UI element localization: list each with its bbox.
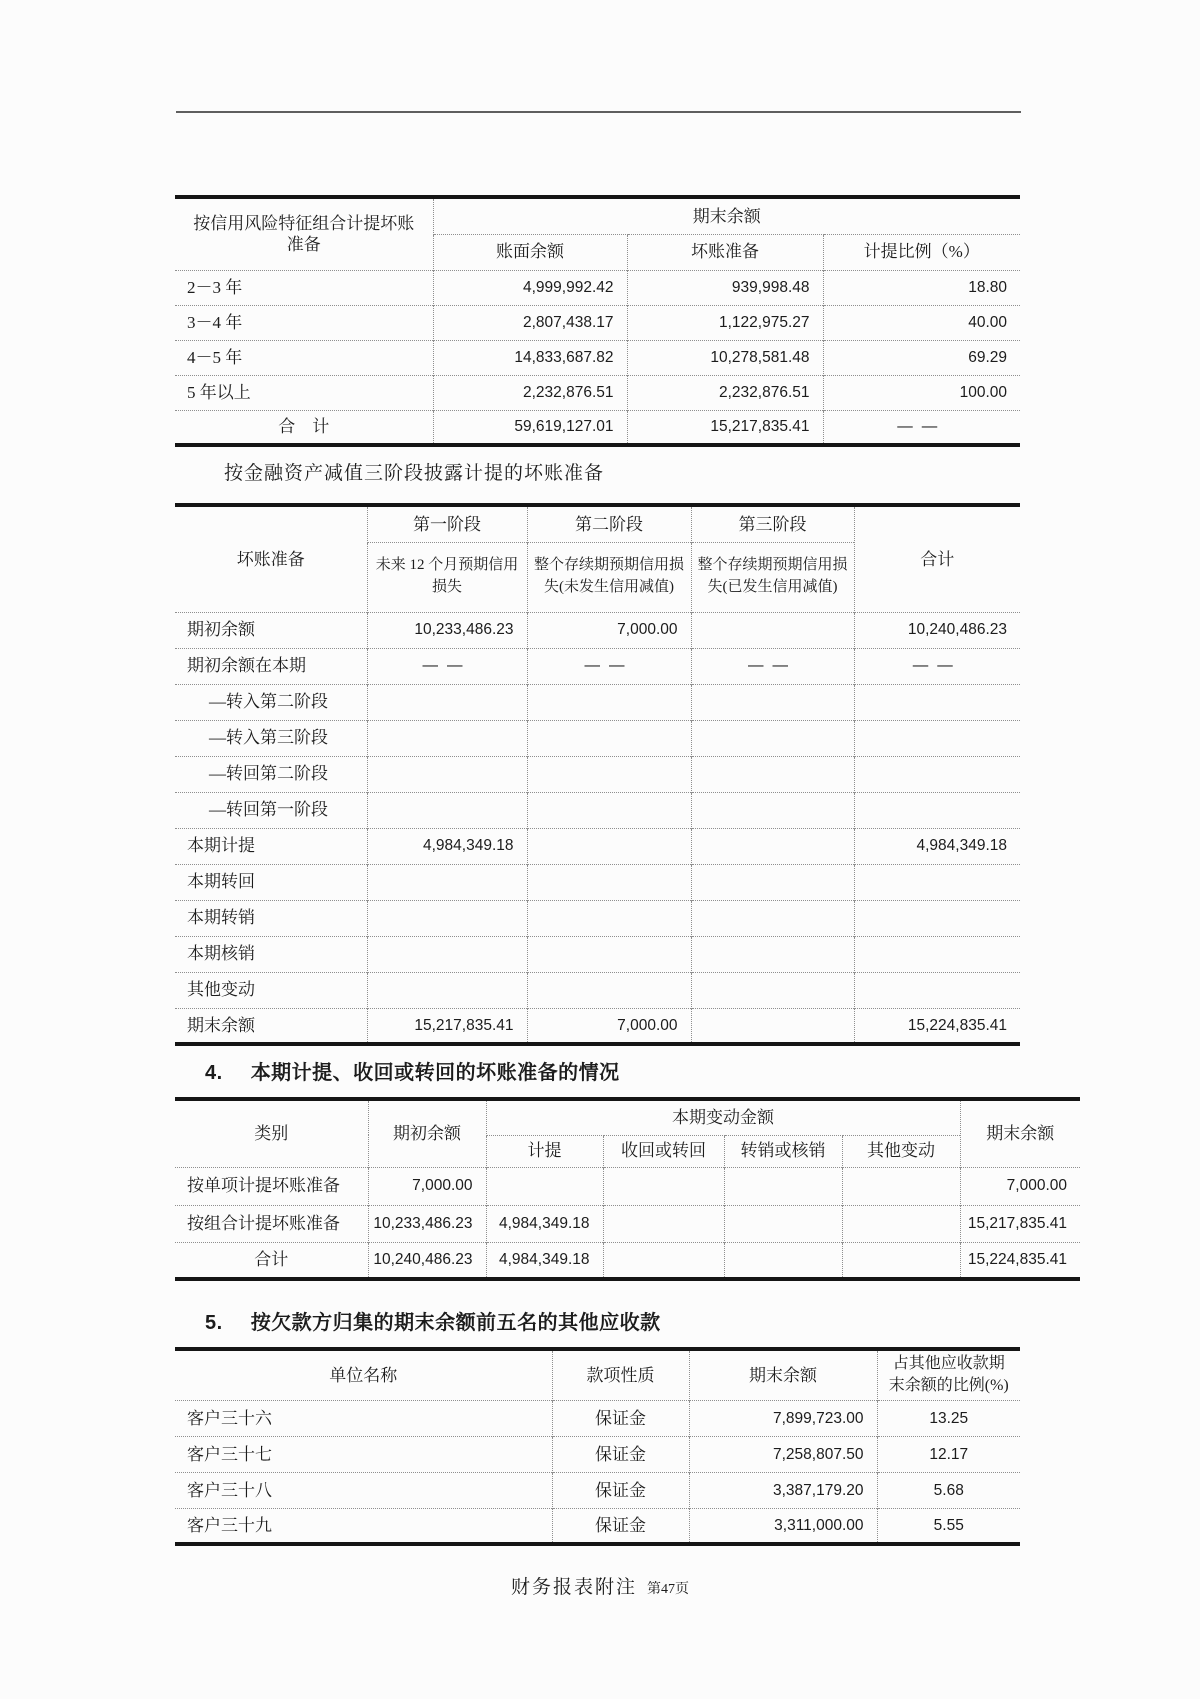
table2-corner-label: 坏账准备 bbox=[236, 549, 305, 569]
table3-col-begin: 期初余额 bbox=[368, 1099, 486, 1167]
stage2-value: 7,000.00 bbox=[527, 1008, 691, 1044]
provision-ratio: 100.00 bbox=[823, 375, 1020, 410]
table1-col-bad: 坏账准备 bbox=[627, 234, 823, 270]
row-label: 期初余额 bbox=[175, 612, 367, 648]
table3-sub-accrual: 计提 bbox=[486, 1135, 603, 1167]
table3-sub-recover: 收回或转回 bbox=[603, 1135, 724, 1167]
table1-col-ratio: 计提比例（%） bbox=[823, 234, 1020, 270]
table4-col-name: 单位名称 bbox=[329, 1365, 398, 1385]
provision-ratio: 18.80 bbox=[823, 270, 1020, 305]
row-label: 本期转销 bbox=[175, 900, 367, 936]
section4-heading bbox=[205, 1056, 620, 1085]
table-row bbox=[175, 792, 1020, 828]
bad-debt-provision: 15,217,835.41 bbox=[627, 410, 823, 445]
footer-title: 财务报表附注 bbox=[510, 1577, 637, 1598]
table1-group-header: 期末余额 bbox=[433, 197, 1020, 234]
begin-balance: 10,233,486.23 bbox=[368, 1205, 486, 1242]
end-balance: 7,258,807.50 bbox=[689, 1436, 877, 1472]
table-row bbox=[175, 648, 1020, 684]
table-row bbox=[175, 1008, 1020, 1044]
stage1-header: 第一阶段 bbox=[367, 505, 527, 542]
table-row bbox=[175, 1436, 1020, 1472]
row-label: 其他变动 bbox=[175, 972, 367, 1008]
row-label: 本期转回 bbox=[175, 864, 367, 900]
table-total-row bbox=[175, 410, 1020, 445]
bad-debt-provision: 939,998.48 bbox=[627, 270, 823, 305]
provision-ratio: 40.00 bbox=[823, 305, 1020, 340]
row-label: 期初余额在本期 bbox=[175, 648, 367, 684]
table-row bbox=[175, 720, 1020, 756]
payment-nature: 保证金 bbox=[552, 1508, 689, 1544]
row-label: 2－3 年 bbox=[175, 270, 433, 305]
table-row bbox=[175, 305, 1020, 340]
table-row bbox=[175, 756, 1020, 792]
stage1-value: 15,217,835.41 bbox=[367, 1008, 527, 1044]
stage1-desc: 未来 12 个月预期信用损失 bbox=[367, 542, 527, 612]
table-row bbox=[175, 972, 1020, 1008]
footer-page-number: 第47页 bbox=[647, 1582, 689, 1597]
header-rule bbox=[176, 111, 1021, 113]
begin-balance: 10,240,486.23 bbox=[368, 1242, 486, 1279]
row-label: 5 年以上 bbox=[175, 375, 433, 410]
table-row bbox=[175, 375, 1020, 410]
stage1-value: —— bbox=[367, 648, 527, 684]
table-row bbox=[175, 936, 1020, 972]
row-label: 按组合计提坏账准备 bbox=[175, 1205, 368, 1242]
table-row bbox=[175, 612, 1020, 648]
stage3-value bbox=[691, 612, 854, 648]
row-label: 4－5 年 bbox=[175, 340, 433, 375]
three-stage-table bbox=[175, 503, 1020, 1046]
table1-corner-label: 按信用风险特征组合计提坏账准备 bbox=[193, 214, 415, 255]
accrual-value: 4,984,349.18 bbox=[486, 1242, 603, 1279]
table-row bbox=[175, 340, 1020, 375]
table-total-row bbox=[175, 1242, 1080, 1279]
stage3-header: 第三阶段 bbox=[691, 505, 854, 542]
book-balance: 2,232,876.51 bbox=[433, 375, 627, 410]
table-row bbox=[175, 900, 1020, 936]
section5-heading bbox=[205, 1306, 661, 1335]
table3-group-header: 本期变动金额 bbox=[486, 1099, 960, 1135]
end-balance: 15,217,835.41 bbox=[960, 1205, 1080, 1242]
stage2-value: 7,000.00 bbox=[527, 612, 691, 648]
stage1-value: 10,233,486.23 bbox=[367, 612, 527, 648]
ratio-value: 12.17 bbox=[877, 1436, 1020, 1472]
stage2-header: 第二阶段 bbox=[527, 505, 691, 542]
period-change-table bbox=[175, 1097, 1080, 1281]
top-debtors-table bbox=[175, 1347, 1020, 1546]
accrual-value: 4,984,349.18 bbox=[486, 1205, 603, 1242]
row-label: —转回第二阶段 bbox=[175, 756, 367, 792]
total-value: —— bbox=[854, 648, 1020, 684]
table3-sub-writeoff: 转销或核销 bbox=[724, 1135, 842, 1167]
row-label: 3－4 年 bbox=[175, 305, 433, 340]
section4-title: 本期计提、收回或转回的坏账准备的情况 bbox=[250, 1062, 620, 1084]
bad-debt-provision: 1,122,975.27 bbox=[627, 305, 823, 340]
table4-col-balance: 期末余额 bbox=[689, 1349, 877, 1400]
book-balance: 14,833,687.82 bbox=[433, 340, 627, 375]
end-balance: 3,387,179.20 bbox=[689, 1472, 877, 1508]
row-label: 合 计 bbox=[175, 410, 433, 445]
table-row bbox=[175, 1205, 1080, 1242]
row-label: —转入第二阶段 bbox=[175, 684, 367, 720]
total-header: 合计 bbox=[854, 505, 1020, 612]
table-row bbox=[175, 684, 1020, 720]
stage1-value: 4,984,349.18 bbox=[367, 828, 527, 864]
row-label: 按单项计提坏账准备 bbox=[175, 1167, 368, 1205]
bad-debt-provision: 10,278,581.48 bbox=[627, 340, 823, 375]
provision-ratio: —— bbox=[823, 410, 1020, 445]
table4-col-nature: 款项性质 bbox=[552, 1349, 689, 1400]
ratio-value: 5.68 bbox=[877, 1472, 1020, 1508]
payment-nature: 保证金 bbox=[552, 1472, 689, 1508]
page-footer bbox=[0, 1572, 1200, 1599]
three-stage-subtitle: 按金融资产减值三阶段披露计提的坏账准备 bbox=[224, 463, 605, 484]
stage2-value: —— bbox=[527, 648, 691, 684]
provision-ratio: 69.29 bbox=[823, 340, 1020, 375]
table4-col-ratio: 占其他应收款期末余额的比例(%) bbox=[877, 1349, 1020, 1400]
end-balance: 15,224,835.41 bbox=[960, 1242, 1080, 1279]
debtor-name: 客户三十六 bbox=[175, 1400, 552, 1436]
row-label: —转入第三阶段 bbox=[175, 720, 367, 756]
end-balance: 7,000.00 bbox=[960, 1167, 1080, 1205]
row-label: 本期核销 bbox=[175, 936, 367, 972]
row-label: 期末余额 bbox=[175, 1008, 367, 1044]
table-row bbox=[175, 828, 1020, 864]
bad-debt-provision: 2,232,876.51 bbox=[627, 375, 823, 410]
debtor-name: 客户三十八 bbox=[175, 1472, 552, 1508]
total-value: 15,224,835.41 bbox=[854, 1008, 1020, 1044]
end-balance: 3,311,000.00 bbox=[689, 1508, 877, 1544]
total-value: 10,240,486.23 bbox=[854, 612, 1020, 648]
ratio-value: 13.25 bbox=[877, 1400, 1020, 1436]
debtor-name: 客户三十七 bbox=[175, 1436, 552, 1472]
begin-balance: 7,000.00 bbox=[368, 1167, 486, 1205]
table-row bbox=[175, 1167, 1080, 1205]
row-label: 本期计提 bbox=[175, 828, 367, 864]
table1-col-book: 账面余额 bbox=[433, 234, 627, 270]
debtor-name: 客户三十九 bbox=[175, 1508, 552, 1544]
table-row bbox=[175, 864, 1020, 900]
payment-nature: 保证金 bbox=[552, 1400, 689, 1436]
stage3-value: —— bbox=[691, 648, 854, 684]
table-row bbox=[175, 1400, 1020, 1436]
row-label: —转回第一阶段 bbox=[175, 792, 367, 828]
book-balance: 4,999,992.42 bbox=[433, 270, 627, 305]
book-balance: 59,619,127.01 bbox=[433, 410, 627, 445]
payment-nature: 保证金 bbox=[552, 1436, 689, 1472]
table-row bbox=[175, 1472, 1020, 1508]
section4-number: 4. bbox=[205, 1062, 223, 1084]
total-value: 4,984,349.18 bbox=[854, 828, 1020, 864]
section5-number: 5. bbox=[205, 1312, 223, 1334]
table3-col-category: 类别 bbox=[254, 1124, 289, 1144]
ratio-value: 5.55 bbox=[877, 1508, 1020, 1544]
section5-title: 按欠款方归集的期末余额前五名的其他应收款 bbox=[250, 1312, 661, 1334]
table-row bbox=[175, 270, 1020, 305]
stage3-desc: 整个存续期预期信用损失(已发生信用减值) bbox=[691, 542, 854, 612]
table-row bbox=[175, 1508, 1020, 1544]
table3-sub-other: 其他变动 bbox=[842, 1135, 960, 1167]
row-label: 合计 bbox=[175, 1242, 368, 1279]
stage2-desc: 整个存续期预期信用损失(未发生信用减值) bbox=[527, 542, 691, 612]
book-balance: 2,807,438.17 bbox=[433, 305, 627, 340]
aging-provision-table bbox=[175, 195, 1020, 447]
end-balance: 7,899,723.00 bbox=[689, 1400, 877, 1436]
table3-col-end: 期末余额 bbox=[960, 1099, 1080, 1167]
